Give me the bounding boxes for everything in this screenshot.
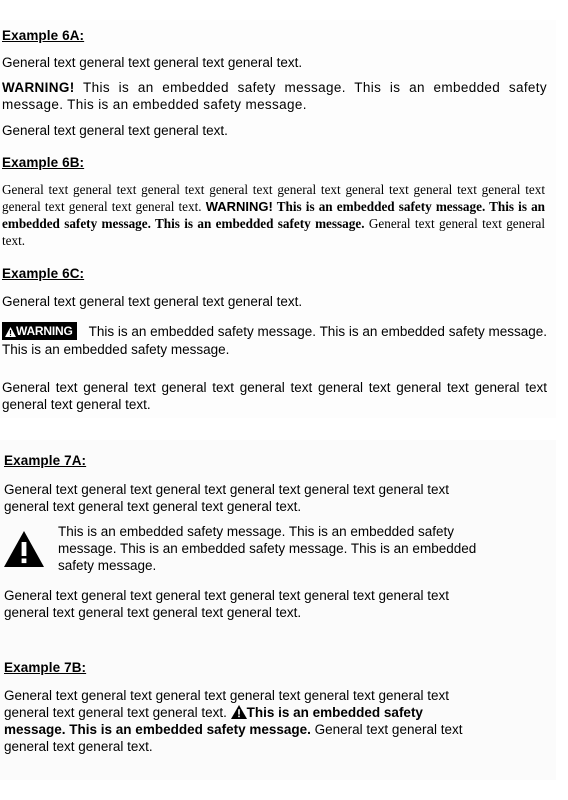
example-7b-heading: Example 7B: [4, 660, 87, 675]
example-7a-safety-message: This is an embedded safety message. This is an embedded safety message. This is an embedded safety message. This is an embedded safety message. [58, 524, 477, 573]
example-6a-paragraph-1: General text general text general text general text. [2, 55, 303, 70]
warning-triangle-icon [5, 327, 16, 337]
example-6b-heading: Example 6B: [2, 155, 85, 170]
example-6c-heading: Example 6C: [2, 266, 85, 281]
example-6a-heading: Example 6A: [2, 28, 85, 43]
example-7a-paragraph-2: General text general text general text general text general text general text general text general text general text general text. [4, 588, 450, 620]
warning-message: This is an embedded safety message. This is an embedded safety message. This is an embedded safety message. [2, 80, 547, 112]
example-7b-paragraph [4, 687, 466, 755]
safety-message: This is an embedded safety message. This is an embedded safety message. [4, 705, 423, 737]
warning-triangle-icon [3, 530, 45, 568]
warning-message: This is an embedded safety message. This is an embedded safety message. This is an embedded safety message. [2, 324, 547, 357]
example-6c-warning-paragraph [2, 322, 547, 359]
example-6a-paragraph-2: General text general text general text. [2, 123, 228, 138]
example-6b-lead-text: General text general text general text general text general text general text general text general text general text general text general text. [2, 182, 545, 214]
example-7b-lead-text: General text general text general text general text general text general text general text general text general text. [4, 688, 450, 720]
example-6b-paragraph [2, 181, 545, 249]
example-7a-paragraph-1: General text general text general text general text general text general text general text general text general text general text. [4, 482, 450, 514]
example-7a-heading: Example 7A: [4, 453, 87, 468]
warning-badge-label: WARNING [16, 324, 73, 338]
example-6a-warning-paragraph [2, 79, 547, 113]
warning-label: WARNING! [205, 199, 273, 214]
example-6b-tail-text: General text general text general text. [2, 216, 546, 248]
warning-triangle-icon [231, 705, 247, 719]
warning-message: This is an embedded safety message. This is an embedded safety message. This is an embedded safety message. [2, 199, 546, 231]
warning-label: WARNING! [2, 80, 75, 95]
example-6c-paragraph-1: General text general text general text general text. [2, 294, 303, 309]
example-6c-paragraph-2: General text general text general text general text general text general text general text general text general text. [2, 380, 547, 412]
warning-badge [2, 322, 77, 340]
example-7b-tail-text: General text general text general text general text. [4, 722, 463, 754]
